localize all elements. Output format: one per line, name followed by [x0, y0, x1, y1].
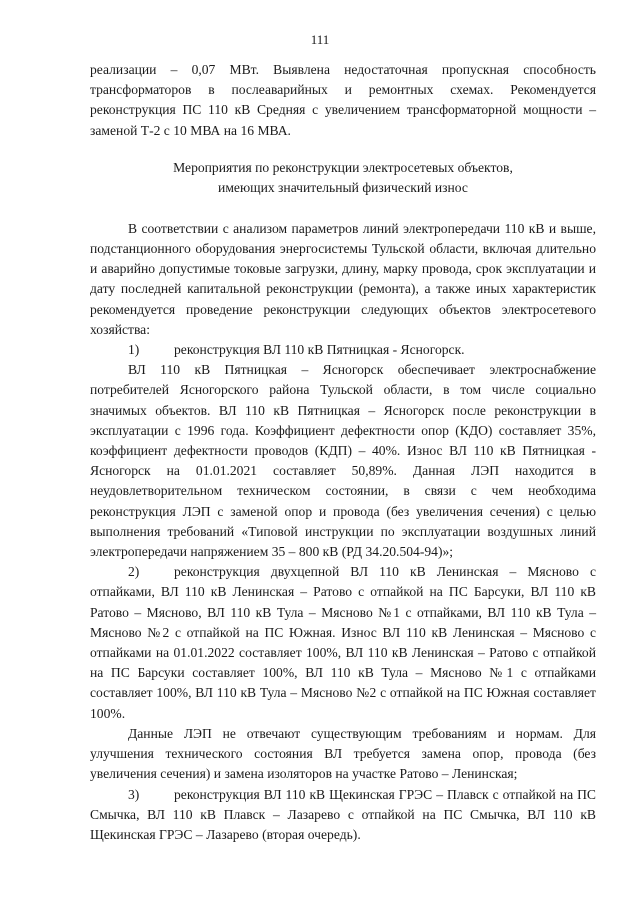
section-heading [90, 158, 596, 198]
paragraph-pyatnitskaya: ВЛ 110 кВ Пятницкая – Ясногорск обеспечивает электроснабжение потребителей Ясногорского района Тульской области, в том числе социально значимых объектов. ВЛ 110 кВ Пятницкая – Ясногорск после реконструкции в эксплуатации с 1996 года. Коэффициент дефектности опор (КДО) составляет 35%, коэффициент дефектности проводов (КДП) – 40%. Износ ВЛ 110 кВ Пятницкая - Ясногорск на 01.01.2021 составляет 50,89%. Данная ЛЭП находится в неудовлетворительном техническом состоянии, в связи с чем необходима реконструкция ЛЭП с заменой опор и провода (без увеличения сечения) с целью выполнения требований «Типовой инструкции по эксплуатации воздушных линий электропередачи напряжением 35 – 800 кВ (РД 34.20.504-94)»; [90, 362, 596, 560]
paragraph-requirements: Данные ЛЭП не отвечают существующим требованиям и нормам. Для улучшения технического состояния ВЛ требуется замена опор, провода (без увеличения сечения) и замена изоляторов на участке Ратово – Ленинская; [90, 725, 596, 782]
list-item-1-number: 1) [128, 342, 140, 358]
list-item-2-number: 2) [128, 564, 140, 580]
list-item-3-number: 3) [128, 786, 140, 802]
list-item-1 [90, 340, 596, 360]
paragraph-analysis: В соответствии с анализом параметров линий электропередачи 110 кВ и выше, подстанционного оборудования энергосистемы Тульской области, включая длительно и аварийно допустимые токовые загрузки, длину, марку провода, срок эксплуатации и дату последней капитальной реконструкции (ремонта), а также иных характеристик рекомендуется проведение реконструкции следующих объектов электросетевого хозяйства: [90, 220, 596, 337]
document-body [90, 60, 596, 845]
list-item-3-text: реконструкция ВЛ 110 кВ Щекинская ГРЭС – Плавск с отпайкой на ПС Смычка, ВЛ 110 кВ Плавск – Лазарево с отпайкой на ПС Смычка, ВЛ 110 кВ Щекинская ГРЭС – Лазарево (вторая очередь). [90, 786, 596, 842]
list-item-2-text: реконструкция двухцепной ВЛ 110 кВ Ленинская – Мясново с отпайками, ВЛ 110 кВ Ленинская – Ратово с отпайкой на ПС Барсуки, ВЛ 110 кВ Ратово – Мясново, ВЛ 110 кВ Тула – Мясново №1 с отпайками, ВЛ 110 кВ Тула – Мясново №2 с отпайкой на ПС Южная. Износ ВЛ 110 кВ Ленинская – Мясново с отпайками на 01.01.2022 составляет 100%, ВЛ 110 кВ Ленинская – Ратово с отпайкой на ПС Барсуки составляет 100%, ВЛ 110 кВ Тула – Мясново №1 с отпайками составляет 100%, ВЛ 110 кВ Тула – Мясново №2 с отпайкой на ПС Южная составляет 100%. [90, 564, 596, 721]
section-heading-line-2: имеющих значительный физический износ [218, 179, 468, 195]
paragraph-intro: реализации – 0,07 МВт. Выявлена недостаточная пропускная способность трансформаторов в послеаварийных и ремонтных схемах. Рекомендуется реконструкция ПС 110 кВ Средняя с увеличением трансформаторной мощности – заменой Т-2 с 10 МВА на 16 МВА. [90, 62, 596, 138]
page-number: 111 [310, 32, 330, 47]
list-item-1-text: реконструкция ВЛ 110 кВ Пятницкая - Ясногорск. [174, 342, 465, 358]
section-heading-line-1: Мероприятия по реконструкции электросетевых объектов, [173, 159, 513, 175]
list-item-2 [90, 562, 596, 724]
list-item-3 [90, 785, 596, 846]
